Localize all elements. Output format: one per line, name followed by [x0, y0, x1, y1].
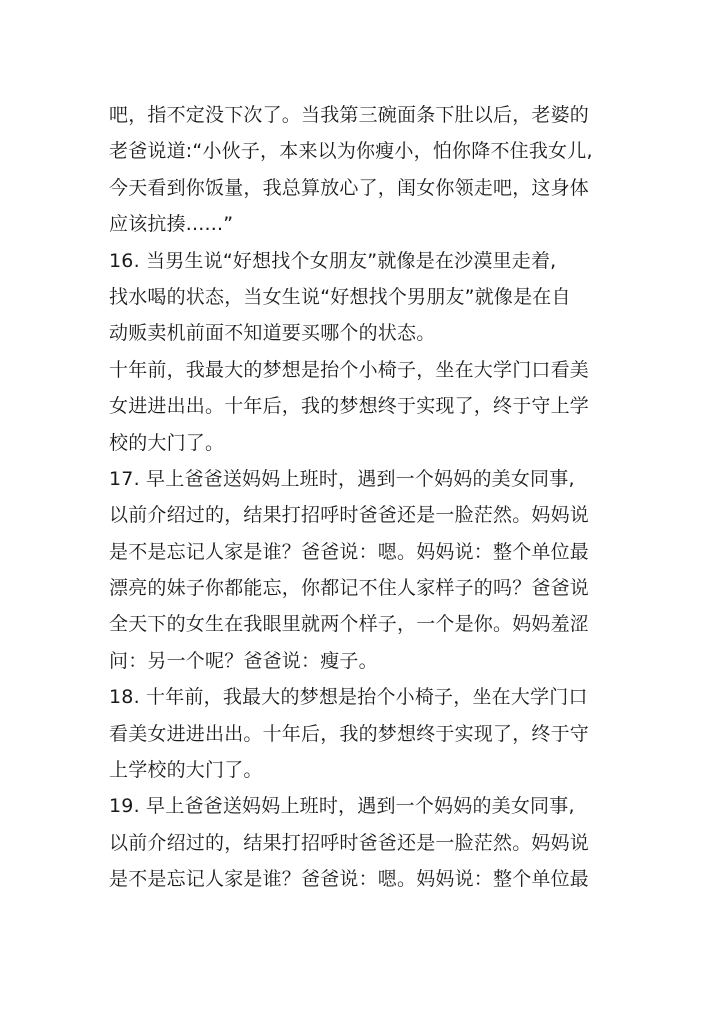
text-line: 看美女进进出出。十年后，我的梦想终于实现了，终于守	[109, 722, 590, 745]
text-line: 女进进出出。十年后，我的梦想终于实现了，终于守上学	[109, 395, 590, 418]
text-line: 漂亮的妹子你都能忘，你都记不住人家样子的吗？爸爸说	[109, 577, 590, 600]
text-line: 17. 早上爸爸送妈妈上班时，遇到一个妈妈的美女同事,	[109, 467, 575, 490]
text-line: 老爸说道:“小伙子，本来以为你瘦小，怕你降不住我女儿,	[109, 140, 593, 163]
text-line: 校的大门了。	[109, 431, 225, 454]
text-line: 16. 当男生说“好想找个女朋友”就像是在沙漠里走着,	[109, 249, 557, 272]
text-line: 以前介绍过的，结果打招呼时爸爸还是一脸茫然。妈妈说	[109, 831, 590, 854]
text-line: 问：另一个呢？爸爸说：瘦子。	[109, 649, 378, 672]
text-line: 19. 早上爸爸送妈妈上班时，遇到一个妈妈的美女同事,	[109, 795, 575, 818]
text-line: 18. 十年前，我最大的梦想是抬个小椅子，坐在大学门口	[109, 686, 588, 709]
text-line: 是不是忘记人家是谁？爸爸说：嗯。妈妈说：整个单位最	[109, 868, 590, 891]
text-line: 十年前，我最大的梦想是抬个小椅子，坐在大学门口看美	[109, 358, 590, 381]
body-text	[109, 97, 629, 898]
text-line: 找水喝的状态，当女生说“好想找个男朋友”就像是在自	[109, 285, 571, 308]
text-line: 吧，指不定没下次了。当我第三碗面条下肚以后，老婆的	[109, 104, 590, 126]
text-line: 以前介绍过的，结果打招呼时爸爸还是一脸茫然。妈妈说	[109, 504, 590, 527]
text-line: 是不是忘记人家是谁？爸爸说：嗯。妈妈说：整个单位最	[109, 540, 590, 563]
text-line: 应该抗揍......”	[109, 213, 234, 236]
text-line: 上学校的大门了。	[109, 759, 263, 782]
text-line: 动贩卖机前面不知道要买哪个的状态。	[109, 322, 436, 345]
text-line: 全天下的女生在我眼里就两个样子，一个是你。妈妈羞涩	[109, 613, 590, 636]
text-line: 今天看到你饭量，我总算放心了，闺女你领走吧，这身体	[109, 176, 590, 199]
